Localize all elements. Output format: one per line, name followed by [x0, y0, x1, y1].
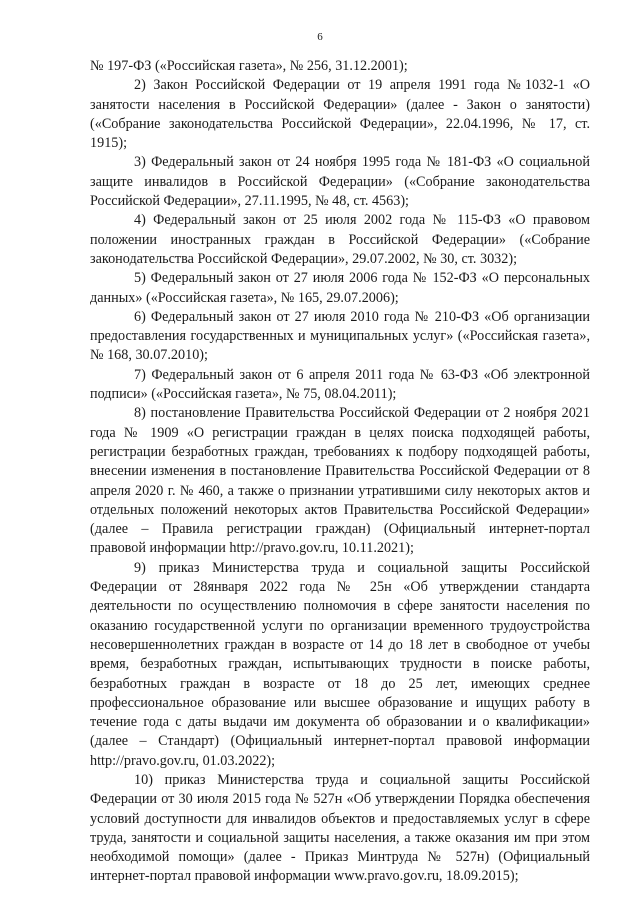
list-item: 6) Федеральный закон от 27 июля 2010 года № 210-ФЗ «Об организации предоставления государственных и муниципальных услуг» («Российская газета», № 168, 30.07.2010); — [90, 308, 590, 364]
list-item: 9) приказ Министерства труда и социальной защиты Российской Федерации от 28января 2022 года № 25н «Об утверждении стандарта деятельности по осуществлению полномочия в сфере занятости населения по оказанию государственной услуги по организации временного трудоустройства несовершеннолетних граждан в возрасте от 14 до 18 лет в свободное от учебы время, безработных граждан, испытывающих трудности в поиске работы, безработных граждан в возрасте от 18 до 25 лет, имеющих среднее профессиональное образование или высшее образование и ищущих работу в течение года с даты выдачи им документа об образовании и о квалификации» (далее – Стандарт) (Официальный интернет-портал правовой информации http://pravo.gov.ru, 01.03.2022); — [90, 559, 590, 769]
list-item: № 197-ФЗ («Российская газета», № 256, 31.12.2001); — [90, 58, 408, 74]
list-item: 10) приказ Министерства труда и социальной защиты Российской Федерации от 30 июля 2015 года № 527н «Об утверждении Порядка обеспечения условий доступности для инвалидов объектов и предоставляемых услуг в сфере труда, занятости и социальной защиты населения, а также оказания им при этом необходимой помощи» (далее - Приказ Минтруда № 527н) (Официальный интернет-портал правовой информации www.pravo.gov.ru, 18.09.2015); — [90, 771, 590, 885]
list-item: 5) Федеральный закон от 27 июля 2006 года № 152-ФЗ «О персональных данных» («Российская газета», № 165, 29.07.2006); — [90, 270, 590, 306]
list-item: 8) постановление Правительства Российской Федерации от 2 ноября 2021 года № 1909 «О регистрации граждан в целях поиска подходящей работы, регистрации безработных граждан, требованиях к подбору подходящей работы, внесении изменения в постановление Правительства Российской Федерации от 8 апреля 2020 г. № 460, а также о признании утратившими силу некоторых актов и отдельных положений некоторых актов Правительства Российской Федерации» (далее – Правила регистрации граждан) (Официальный интернет-портал правовой информации http://pravo.gov.ru, 10.11.2021); — [90, 405, 590, 557]
list-item: 2) Закон Российской Федерации от 19 апреля 1991 года №1032-1 «О занятости населения в Российской Федерации» (далее - Закон о занятости) («Собрание законодательства Российской Федерации», 22.04.1996, № 17, ст. 1915); — [90, 77, 590, 152]
list-item: 3) Федеральный закон от 24 ноября 1995 года № 181-ФЗ «О социальной защите инвалидов в Российской Федерации» («Собрание законодательства Российской Федерации», 27.11.1995, № 48, ст. 4563); — [90, 154, 590, 210]
list-item: 4) Федеральный закон от 25 июля 2002 года № 115-ФЗ «О правовом положении иностранных граждан в Российской Федерации» («Собрание законодательства Российской Федерации», 29.07.2002, № 30, ст. 3032); — [90, 212, 590, 267]
list-item: 7) Федеральный закон от 6 апреля 2011 года № 63-ФЗ «Об электронной подписи» («Российская газета», № 75, 08.04.2011); — [90, 366, 590, 403]
document-body — [90, 57, 590, 887]
page-number: 6 — [317, 31, 323, 43]
